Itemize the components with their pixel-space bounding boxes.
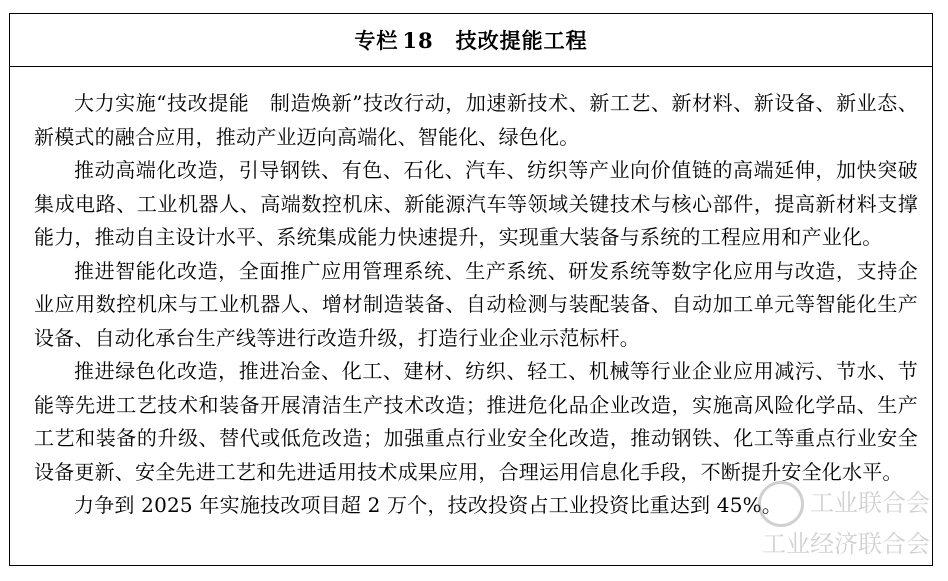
column-title-text: 技改提能工程 [455, 29, 588, 53]
paragraph-intelligent: 推进智能化改造，全面推广应用管理系统、生产系统、研发系统等数字化应用与改造，支持企业应用数控机床与工业机器人、增材制造装备、自动检测与装配装备、自动加工单元等智能化生产设备、自动化承台生产线等进行改造升级，打造行业企业示范标杆。 [34, 258, 918, 350]
column-title-prefix: 专栏 [354, 29, 399, 53]
paragraph-target: 力争到 2025 年实施技改项目超 2 万个，技改投资占工业投资比重达到 45%。 [74, 493, 783, 517]
column-title [10, 14, 932, 67]
paragraph-high-end: 推动高端化改造，引导钢铁、有色、石化、汽车、纺织等产业向价值链的高端延伸，加快突破集成电路、工业机器人、高端数控机床、新能源汽车等领域关键技术与核心部件，提高新材料支撑能力，推动自主设计水平、系统集成能力快速提升，实现重大装备与系统的工程应用和产业化。 [34, 158, 918, 249]
watermark-line2: 工业经济联合会 [762, 530, 930, 558]
column-body [10, 67, 932, 523]
paragraph-intro: 大力实施“技改提能 制造焕新”技改行动，加速新技术、新工艺、新材料、新设备、新业态、新模式的融合应用，推动产业迈向高端化、智能化、绿色化。 [34, 91, 918, 149]
column-title-number: 18 [402, 27, 434, 53]
paragraph-green: 推进绿色化改造，推进冶金、化工、建材、纺织、轻工、机械等行业企业应用减污、节水、节能等先进工艺技术和装备开展清洁生产技术改造；推进危化品企业改造，实施高风险化学品、生产工艺和装备的升级、替代或低危改造；加强重点行业安全化改造，推动钢铁、化工等重点行业安全设备更新、安全先进工艺和先进适用技术成果应用，合理运用信息化手段，不断提升安全化水平。 [34, 359, 918, 484]
watermark-line1: 工业联合会 [758, 481, 930, 527]
column-box [9, 13, 933, 566]
